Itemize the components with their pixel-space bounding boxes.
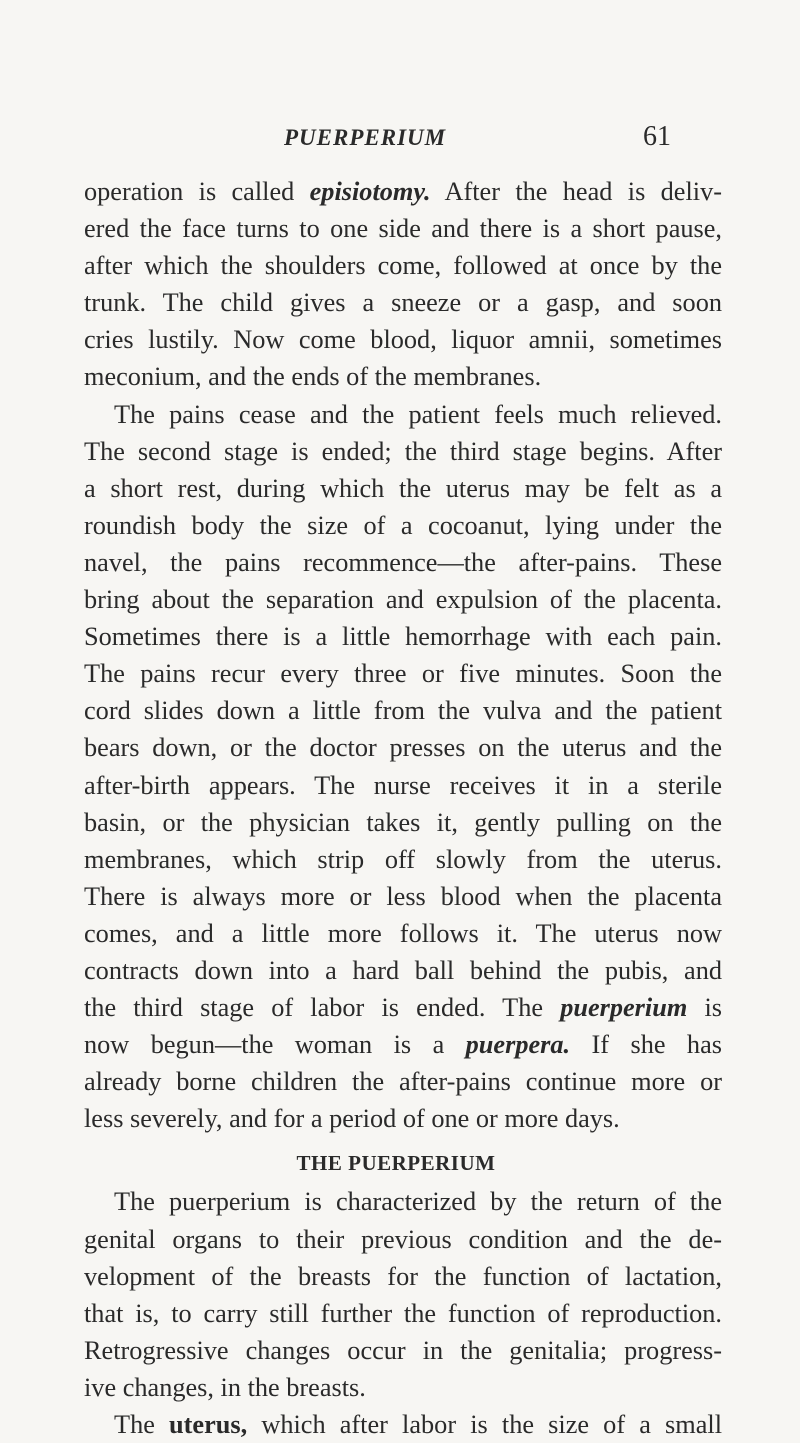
running-head bbox=[0, 113, 800, 153]
section-heading: THE PUERPERIUM bbox=[296, 1151, 496, 1176]
body-text bbox=[84, 173, 722, 1443]
text-run: The bbox=[114, 1410, 170, 1439]
text-run: is bbox=[687, 993, 722, 1023]
text-line: that is, to carry still further the function of reproduction. bbox=[84, 1298, 722, 1328]
text-line: after-birth appears. The nurse receives it in a sterile bbox=[84, 770, 722, 800]
text-line: meconium, and the ends of the membranes. bbox=[84, 362, 542, 392]
running-title: PUERPERIUM bbox=[284, 125, 447, 150]
text-line: genital organs to their previous condition and the de- bbox=[84, 1224, 722, 1254]
text-line: contracts down into a hard ball behind the pubis, and bbox=[84, 955, 722, 985]
text-line: Sometimes there is a little hemorrhage with each pain. bbox=[84, 622, 722, 652]
text-line: navel, the pains recommence—the after-pains. These bbox=[84, 547, 722, 577]
text-line: bears down, or the doctor presses on the uterus and the bbox=[84, 733, 722, 763]
text-run: operation is called bbox=[84, 177, 310, 206]
text-line: There is always more or less blood when the placenta bbox=[84, 881, 722, 911]
text-line: velopment of the breasts for the function of lactation, bbox=[84, 1261, 722, 1291]
text-line: The puerperium is characterized by the return of the bbox=[114, 1187, 722, 1217]
text-line: membranes, which strip off slowly from the uterus. bbox=[84, 844, 722, 874]
bold-term: uterus, bbox=[169, 1410, 248, 1439]
italic-term: episiotomy. bbox=[309, 177, 431, 206]
text-line: trunk. The child gives a sneeze or a gasp, and soon bbox=[84, 288, 722, 318]
text-line: cries lustily. Now come blood, liquor amnii, sometimes bbox=[84, 325, 722, 355]
text-line: a short rest, during which the uterus may be felt as a bbox=[84, 473, 722, 503]
italic-term: puerpera. bbox=[465, 1030, 571, 1060]
text-line bbox=[84, 1026, 722, 1063]
text-line bbox=[84, 1406, 722, 1443]
text-line: ive changes, in the breasts. bbox=[84, 1372, 366, 1402]
text-line: The pains cease and the patient feels much relieved. bbox=[114, 399, 722, 429]
text-line: roundish body the size of a cocoanut, lying under the bbox=[84, 510, 722, 540]
text-run: which after labor is the size of a small bbox=[247, 1410, 722, 1439]
text-run: After the head is deliv- bbox=[430, 177, 722, 206]
text-run: the third stage of labor is ended. The bbox=[84, 993, 561, 1023]
page-number: 61 bbox=[643, 121, 671, 152]
text-line: Retrogressive changes occur in the genitalia; progress- bbox=[84, 1335, 722, 1365]
text-line: less severely, and for a period of one or more days. bbox=[84, 1104, 620, 1134]
text-run: If she has bbox=[570, 1030, 722, 1060]
text-line: The second stage is ended; the third stage begins. After bbox=[84, 436, 722, 466]
text-line: ered the face turns to one side and there is a short pause, bbox=[84, 214, 722, 244]
text-line: bring about the separation and expulsion of the placenta. bbox=[84, 585, 722, 615]
text-line: after which the shoulders come, followed at once by the bbox=[84, 251, 722, 281]
text-line: cord slides down a little from the vulva and the patient bbox=[84, 696, 722, 726]
text-line bbox=[84, 173, 722, 210]
text-line: comes, and a little more follows it. The uterus now bbox=[84, 918, 722, 948]
text-run: now begun—the woman is a bbox=[84, 1030, 466, 1060]
italic-term: puerperium bbox=[560, 993, 688, 1023]
text-line: basin, or the physician takes it, gently pulling on the bbox=[84, 807, 722, 837]
text-line: The pains recur every three or five minutes. Soon the bbox=[84, 659, 722, 689]
text-line: already borne children the after-pains continue more or bbox=[84, 1067, 722, 1097]
text-line bbox=[84, 989, 722, 1026]
